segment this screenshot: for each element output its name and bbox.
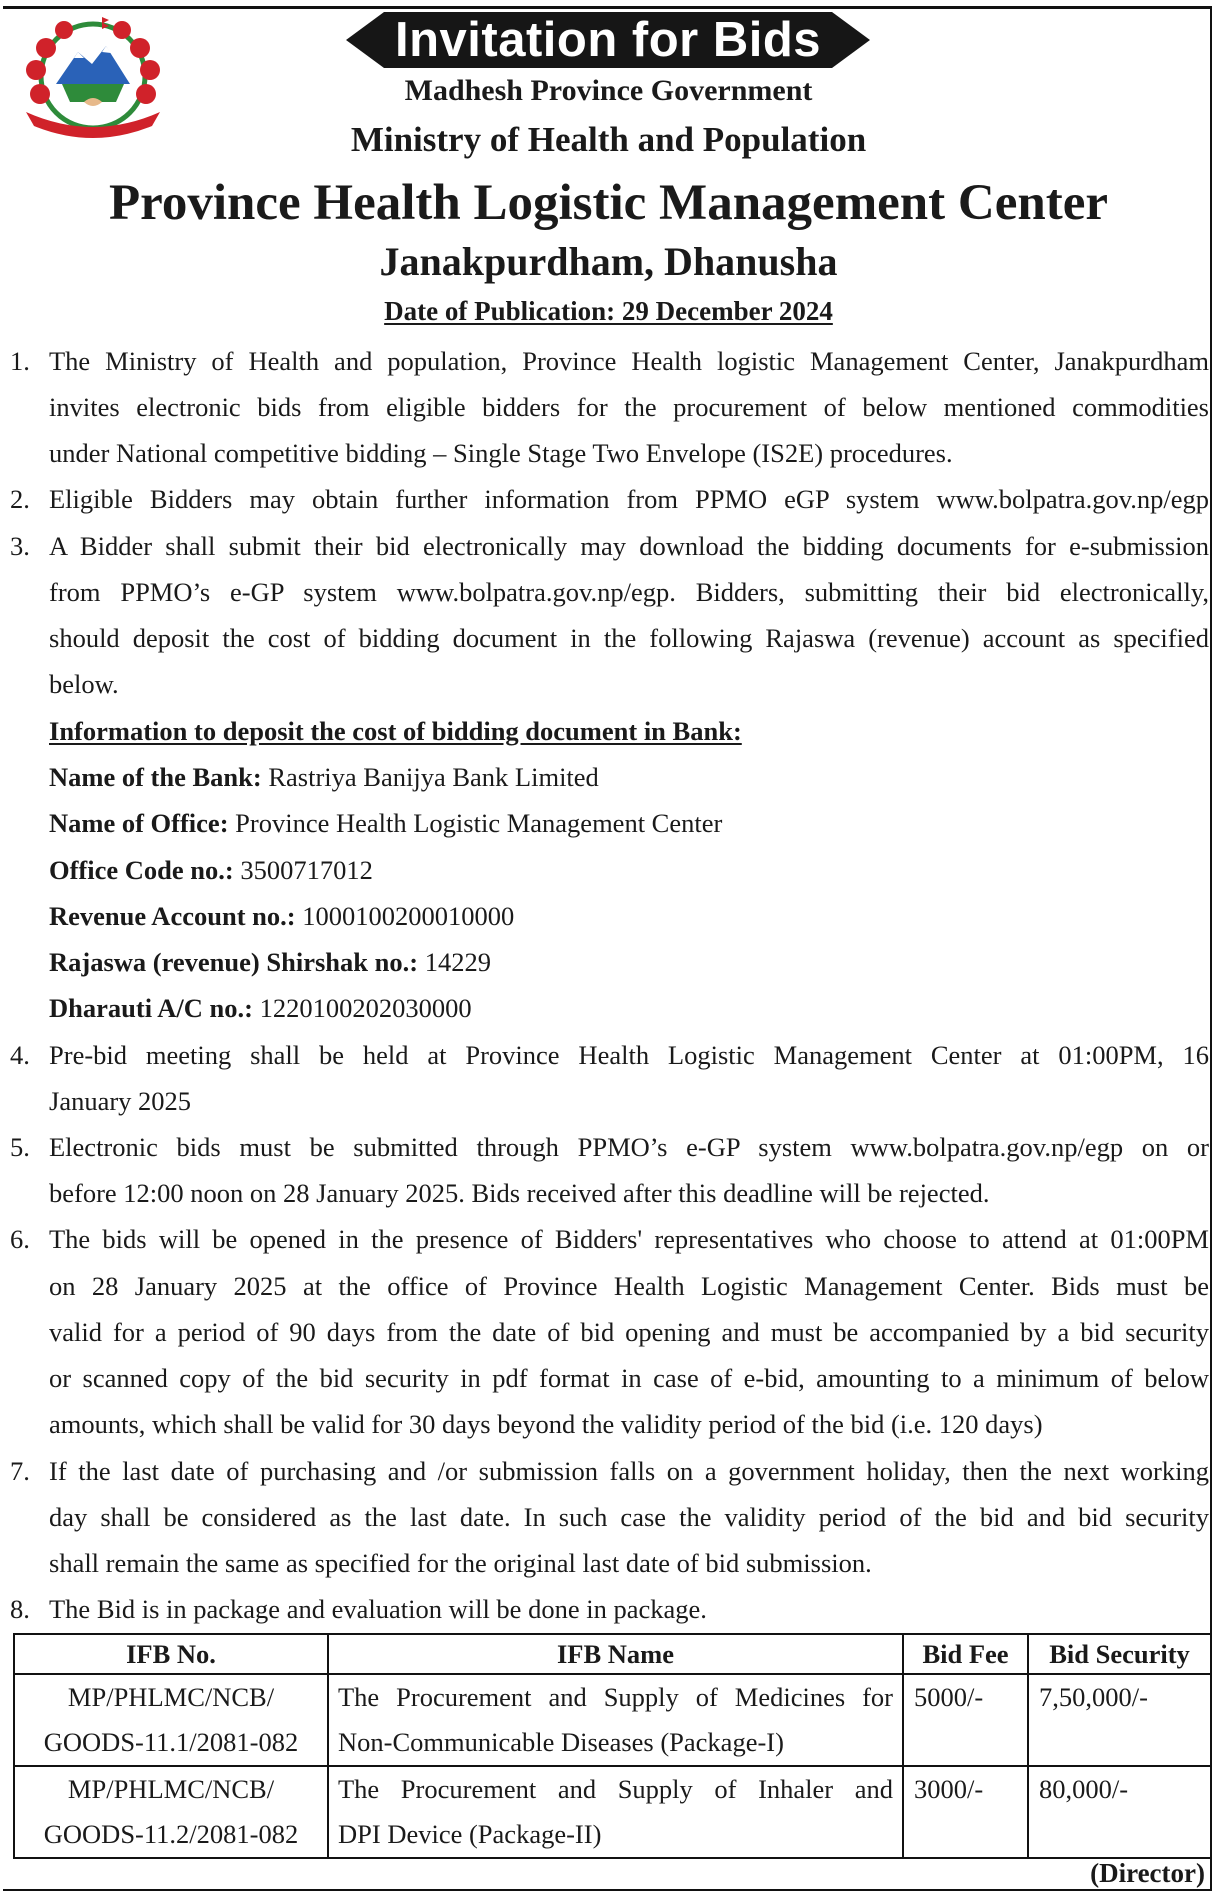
- table-row: [14, 1674, 1211, 1766]
- column-header-ifb-name: IFB Name: [328, 1634, 903, 1674]
- ifb-name-cell: [328, 1674, 903, 1766]
- bank-field-value: Rastriya Banijya Bank Limited: [268, 762, 599, 792]
- item-5-line: before 12:00 noon on 28 January 2025. Bids received after this deadline will be rejected.: [49, 1178, 990, 1208]
- bank-field-label: Dharauti A/C no.:: [49, 993, 253, 1023]
- item-number: 7.: [10, 1456, 30, 1486]
- item-7-line: If the last date of purchasing and /or submission falls on a government holiday, then the next working: [49, 1456, 1209, 1486]
- bank-field-dharauti-ac: [49, 988, 1209, 1028]
- item-number: 5.: [10, 1132, 30, 1162]
- item-6-line: valid for a period of 90 days from the date of bid opening and must be accompanied by a bid security: [49, 1317, 1209, 1347]
- banner-title: Invitation for Bids: [395, 13, 821, 67]
- column-header-bid-fee: Bid Fee: [903, 1634, 1028, 1674]
- bank-field-label: Name of Office:: [49, 808, 229, 838]
- bank-info-heading: Information to deposit the cost of bidding document in Bank:: [49, 716, 742, 746]
- bank-field-label: Rajaswa (revenue) Shirshak no.:: [49, 947, 419, 977]
- item-number: 2.: [10, 484, 30, 514]
- column-header-bid-security: Bid Security: [1028, 1634, 1211, 1674]
- city-name: Janakpurdham, Dhanusha: [379, 239, 838, 284]
- ifb-name-line: The Procurement and Supply of Inhaler and: [338, 1774, 893, 1804]
- ifb-no-line: MP/PHLMC/NCB/: [67, 1682, 275, 1712]
- item-number: 1.: [10, 346, 30, 376]
- bid-fee-cell: 5000/-: [903, 1674, 1028, 1766]
- bank-field-label: Name of the Bank:: [49, 762, 262, 792]
- ifb-name-line: DPI Device (Package-II): [338, 1819, 602, 1849]
- bank-field-shirshak-no: [49, 942, 1209, 982]
- item-1-line: under National competitive bidding – Single Stage Two Envelope (IS2E) procedures.: [49, 438, 953, 468]
- item-5-line: Electronic bids must be submitted through PPMO’s e-GP system www.bolpatra.gov.np/egp on or: [49, 1132, 1209, 1162]
- bid-fee-cell: 3000/-: [903, 1766, 1028, 1858]
- center-name: Province Health Logistic Management Center: [108, 175, 1108, 231]
- column-header-ifb-no: IFB No.: [14, 1634, 328, 1674]
- bank-field-value: 14229: [424, 947, 491, 977]
- ifb-no-cell: [14, 1766, 328, 1858]
- item-number: 8.: [10, 1594, 30, 1624]
- item-7-line: shall remain the same as specified for the original last date of bid submission.: [49, 1548, 872, 1578]
- item-6-line: amounts, which shall be valid for 30 days beyond the validity period of the bid (i.e. 120 days): [49, 1409, 1043, 1439]
- bid-security-cell: 80,000/-: [1028, 1766, 1211, 1858]
- ifb-name-cell: [328, 1766, 903, 1858]
- item-6-line: or scanned copy of the bid security in pdf format in case of e-bid, amounting to a minimum of below: [49, 1363, 1209, 1393]
- bank-field-office-name: [49, 803, 1209, 843]
- publication-date: Date of Publication: 29 December 2024: [384, 296, 833, 326]
- item-number: 3.: [10, 531, 30, 561]
- item-2-line: Eligible Bidders may obtain further information from PPMO eGP system www.bolpatra.gov.np/egp: [49, 484, 1209, 514]
- item-1-line: invites electronic bids from eligible bidders for the procurement of below mentioned commodities: [49, 392, 1209, 422]
- item-3-line: A Bidder shall submit their bid electronically may download the bidding documents for e-submission: [49, 531, 1209, 561]
- item-7-line: day shall be considered as the last date. In such case the validity period of the bid and bid security: [49, 1502, 1209, 1532]
- bank-field-value: 3500717012: [240, 855, 373, 885]
- bid-table: [13, 1633, 1212, 1859]
- table-row: [14, 1766, 1211, 1858]
- bank-field-value: Province Health Logistic Management Center: [235, 808, 723, 838]
- ifb-no-line: MP/PHLMC/NCB/: [67, 1774, 275, 1804]
- bid-security-cell: 7,50,000/-: [1028, 1674, 1211, 1766]
- province-name: Madhesh Province Government: [404, 74, 813, 107]
- bank-field-value: 1000100200010000: [302, 901, 515, 931]
- item-8-line: The Bid is in package and evaluation will be done in package.: [49, 1594, 707, 1624]
- item-4-line: January 2025: [49, 1086, 192, 1116]
- ifb-no-line: GOODS-11.1/2081-082: [43, 1727, 299, 1757]
- ifb-name-line: The Procurement and Supply of Medicines for: [338, 1682, 893, 1712]
- ifb-no-cell: [14, 1674, 328, 1766]
- item-3-line: from PPMO’s e-GP system www.bolpatra.gov.np/egp. Bidders, submitting their bid electronically,: [49, 577, 1209, 607]
- ifb-no-line: GOODS-11.2/2081-082: [43, 1819, 299, 1849]
- ifb-name-line: Non-Communicable Diseases (Package-I): [338, 1727, 784, 1757]
- item-1-line: The Ministry of Health and population, Province Health logistic Management Center, Janakpurdham: [49, 346, 1209, 376]
- item-number: 6.: [10, 1224, 30, 1254]
- title-banner: [346, 10, 870, 70]
- director-signature: (Director): [1090, 1858, 1205, 1888]
- bank-field-revenue-account: [49, 896, 1209, 936]
- item-4-line: Pre-bid meeting shall be held at Province Health Logistic Management Center at 01:00PM, 16: [49, 1040, 1209, 1070]
- bank-field-label: Revenue Account no.:: [49, 901, 296, 931]
- ministry-name: Ministry of Health and Population: [350, 120, 867, 159]
- item-6-line: The bids will be opened in the presence of Bidders' representatives who choose to attend at 01:00PM: [49, 1224, 1209, 1254]
- item-3-line: below.: [49, 669, 119, 699]
- table-header-row: [14, 1634, 1211, 1674]
- bank-field-label: Office Code no.:: [49, 855, 234, 885]
- bank-field-office-code: [49, 850, 1209, 890]
- bank-field-bank-name: [49, 757, 1209, 797]
- item-6-line: on 28 January 2025 at the office of Province Health Logistic Management Center. Bids must be: [49, 1271, 1209, 1301]
- item-number: 4.: [10, 1040, 30, 1070]
- bank-field-value: 1220100202030000: [259, 993, 472, 1023]
- item-3-line: should deposit the cost of bidding document in the following Rajaswa (revenue) account as specified: [49, 623, 1209, 653]
